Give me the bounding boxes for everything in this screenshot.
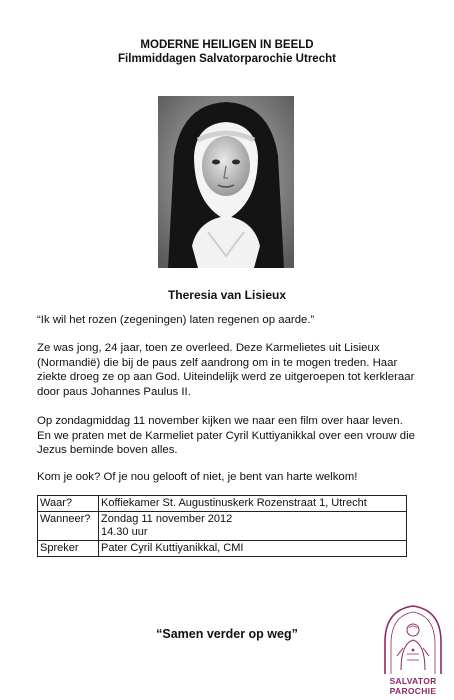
where-value: Koffiekamer St. Augustinuskerk Rozenstraat 1, Utrecht	[99, 496, 407, 512]
quote-text: “Ik wil het rozen (zegeningen) laten regenen op aarde.”	[37, 314, 315, 326]
table-row-speaker	[38, 541, 407, 557]
page-title: MODERNE HEILIGEN IN BEELD	[140, 39, 314, 51]
where-label: Waar?	[38, 496, 99, 512]
when-value	[99, 512, 407, 541]
logo-text-parochie: PAROCHIE	[389, 686, 437, 696]
when-date: Zondag 11 november 2012	[101, 513, 233, 525]
page-subtitle: Filmmiddagen Salvatorparochie Utrecht	[118, 53, 336, 65]
table-row-where	[38, 496, 407, 512]
speaker-label: Spreker	[38, 541, 99, 557]
motto-text: “Samen verder op weg”	[156, 627, 298, 641]
logo-text-salvator: SALVATOR	[389, 676, 437, 686]
paragraph-invitation: Kom je ook? Of je nou gelooft of niet, je bent van harte welkom!	[37, 471, 358, 483]
saint-name: Theresia van Lisieux	[167, 288, 287, 302]
event-info-table	[37, 495, 407, 557]
paragraph-biography: Ze was jong, 24 jaar, toen ze overleed. Deze Karmelietes uit Lisieux (Normandië) die bij de paus zelf aandrong om in te mogen treden. Haar ziekte droeg ze op aan God. Uiteindelijk werd ze uitgeroepen tot kerkleraar door paus Johannes Paulus II.	[37, 342, 415, 398]
portrait-photo	[158, 96, 294, 268]
speaker-value: Pater Cyril Kuttiyanikkal, CMI	[99, 541, 407, 557]
paragraph-event: Op zondagmiddag 11 november kijken we naar een film over haar leven. En we praten met de Karmeliet pater Cyril Kuttiyanikkal over een vrouw die Jezus beminde boven alles.	[37, 415, 415, 457]
table-row-when	[38, 512, 407, 541]
when-label: Wanneer?	[38, 512, 99, 541]
when-time: 14.30 uur	[101, 526, 148, 538]
